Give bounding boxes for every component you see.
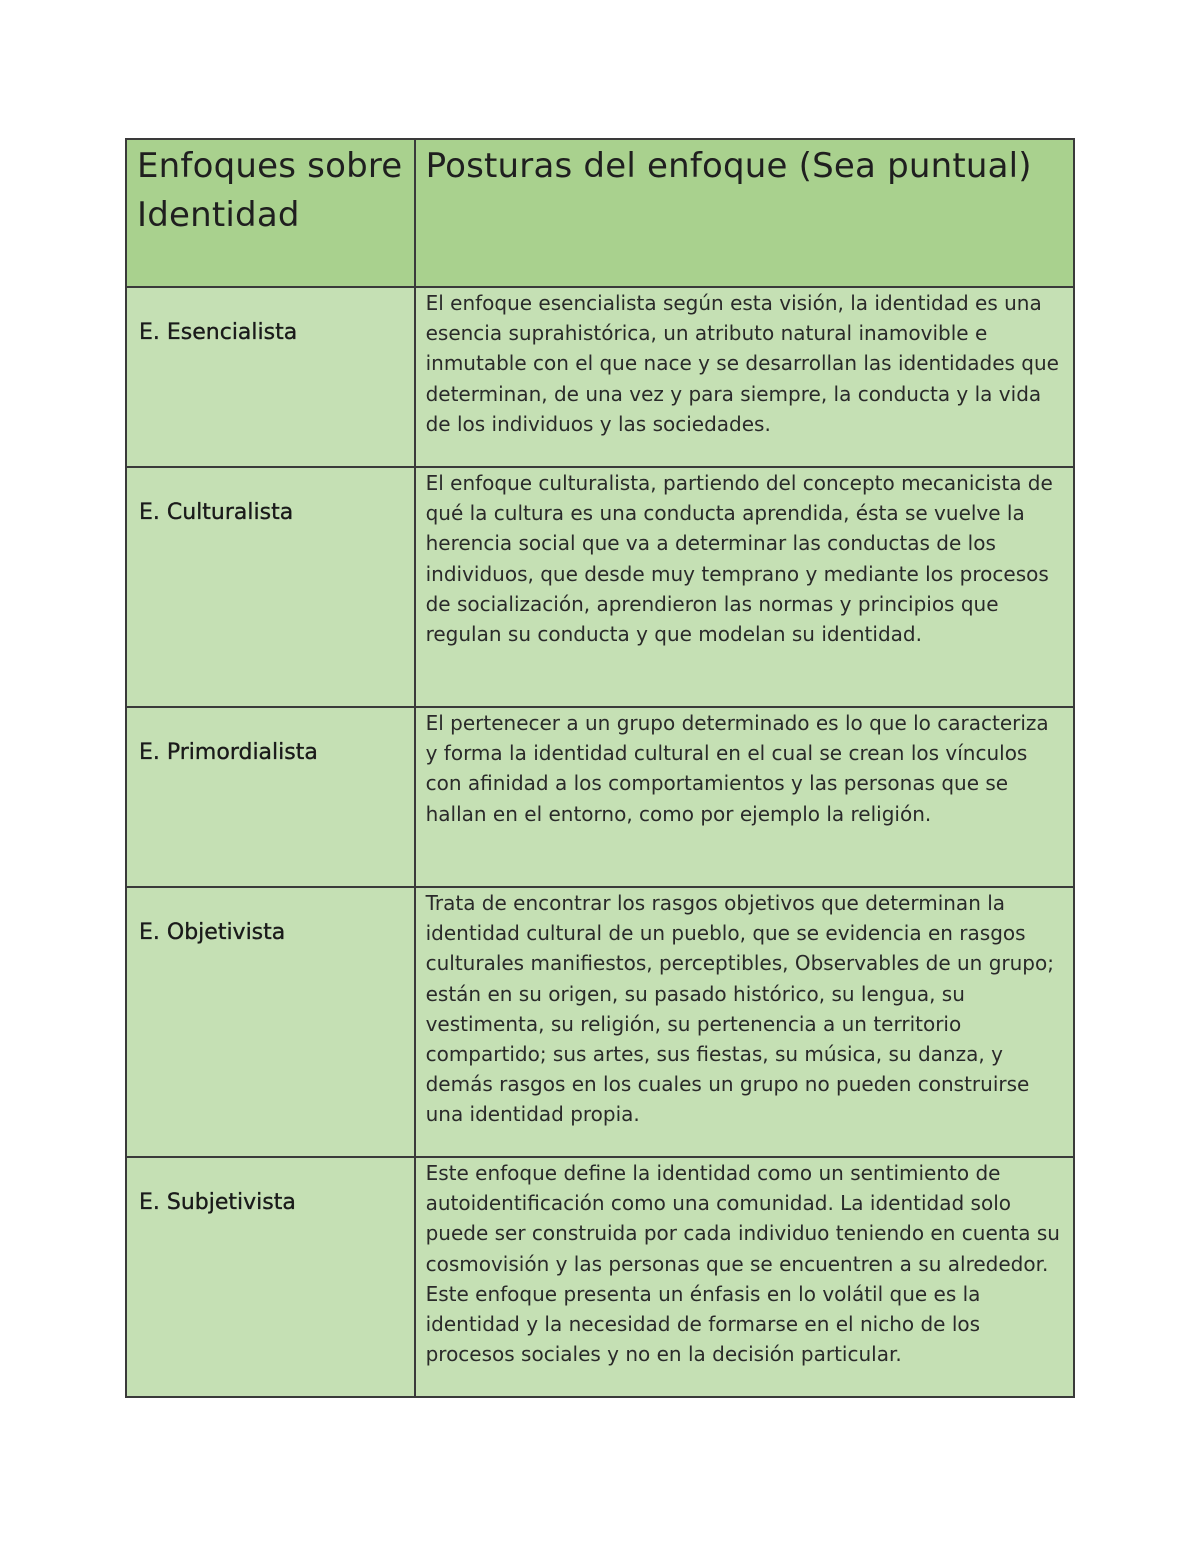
approach-label: E. Esencialista <box>126 287 415 467</box>
approach-description: El enfoque esencialista según esta visión, la identidad es una esencia suprahistórica, un atributo natural inamovible e inmutable con el que nace y se desarrollan las identidades que determinan, de una vez y para siempre, la conducta y la vida de los individuos y las sociedades. <box>415 287 1074 467</box>
table-row <box>126 467 1074 707</box>
table-header-row <box>126 139 1074 287</box>
table-row <box>126 287 1074 467</box>
approach-description: Este enfoque define la identidad como un sentimiento de autoidentificación como una comunidad. La identidad solo puede ser construida por cada individuo teniendo en cuenta su cosmovisión y las personas que se encuentren a su alrededor. Este enfoque presenta un énfasis en lo volátil que es la identidad y la necesidad de formarse en el nicho de los procesos sociales y no en la decisión particular. <box>415 1157 1074 1397</box>
approach-label: E. Culturalista <box>126 467 415 707</box>
header-postures: Posturas del enfoque (Sea puntual) <box>415 139 1074 287</box>
approach-description: El pertenecer a un grupo determinado es lo que lo caracteriza y forma la identidad cultural en el cual se crean los vínculos con afinidad a los comportamientos y las personas que se hallan en el entorno, como por ejemplo la religión. <box>415 707 1074 887</box>
approach-label: E. Subjetivista <box>126 1157 415 1397</box>
identity-approaches-table <box>125 138 1075 1398</box>
approach-description: Trata de encontrar los rasgos objetivos que determinan la identidad cultural de un pueblo, que se evidencia en rasgos culturales manifiestos, perceptibles, Observables de un grupo; están en su origen, su pasado histórico, su lengua, su vestimenta, su religión, su pertenencia a un territorio compartido; sus artes, sus fiestas, su música, su danza, y demás rasgos en los cuales un grupo no pueden construirse una identidad propia. <box>415 887 1074 1157</box>
header-approaches: Enfoques sobre Identidad <box>126 139 415 287</box>
table-row <box>126 707 1074 887</box>
table-row <box>126 1157 1074 1397</box>
approach-label: E. Objetivista <box>126 887 415 1157</box>
approach-description: El enfoque culturalista, partiendo del concepto mecanicista de qué la cultura es una conducta aprendida, ésta se vuelve la herencia social que va a determinar las conductas de los individuos, que desde muy temprano y mediante los procesos de socialización, aprendieron las normas y principios que regulan su conducta y que modelan su identidad. <box>415 467 1074 707</box>
table-row <box>126 887 1074 1157</box>
approach-label: E. Primordialista <box>126 707 415 887</box>
